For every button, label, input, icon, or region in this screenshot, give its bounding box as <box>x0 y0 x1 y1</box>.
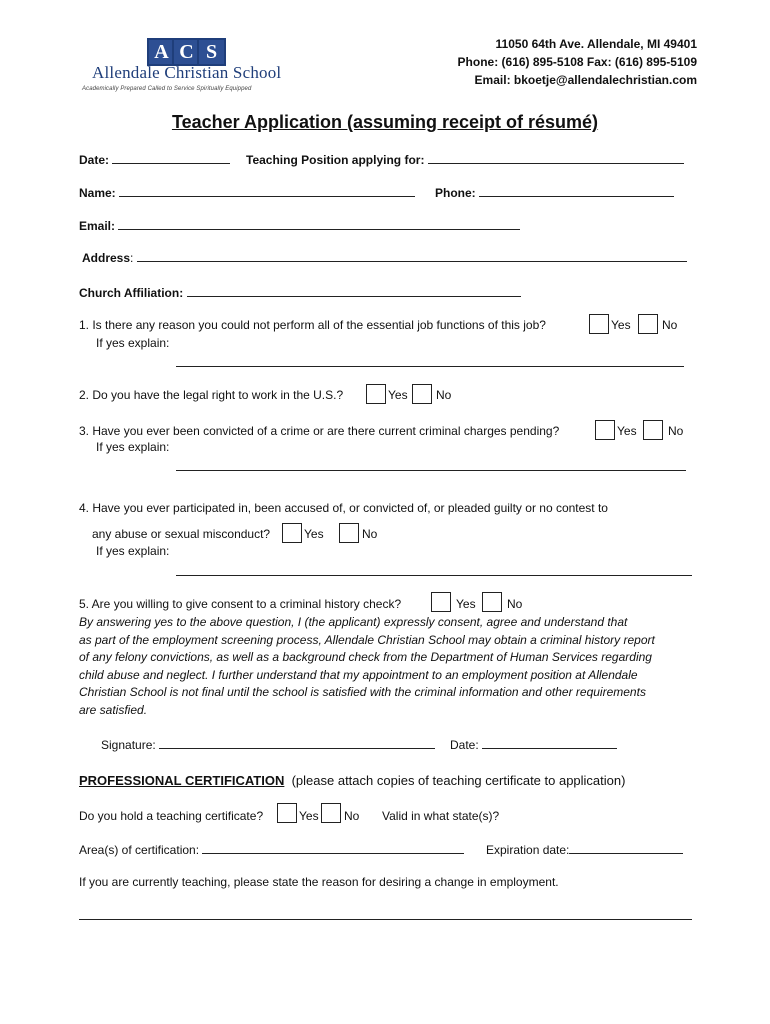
q5-no-checkbox[interactable] <box>482 592 502 612</box>
cert-no-checkbox[interactable] <box>321 803 341 823</box>
church-field[interactable]: Church Affiliation: <box>79 285 521 300</box>
q2-yes-label: Yes <box>388 388 408 402</box>
q4-explain-line[interactable] <box>176 564 692 579</box>
consent-line: Christian School is not final until the school is satisfied with the criminal information and other requirements <box>79 685 646 699</box>
q1-yes-checkbox[interactable] <box>589 314 609 334</box>
change-reason-line[interactable] <box>79 908 692 923</box>
logo-letter-c: C <box>172 38 201 66</box>
certification-heading <box>79 773 625 788</box>
name-field[interactable]: Name: <box>79 185 415 200</box>
q4-explain-label: If yes explain: <box>96 544 170 558</box>
phone-field[interactable]: Phone: <box>435 185 674 200</box>
logo-letter-a: A <box>147 38 176 66</box>
q4-yes-checkbox[interactable] <box>282 523 302 543</box>
school-phone-fax: Phone: (616) 895-5108 Fax: (616) 895-5109 <box>457 55 697 69</box>
q3-explain-line[interactable] <box>176 459 686 474</box>
address-field[interactable]: Address: <box>82 250 687 265</box>
q1-no-checkbox[interactable] <box>638 314 658 334</box>
q2-no-label: No <box>436 388 452 402</box>
q1-explain-line[interactable] <box>176 355 684 370</box>
certification-title: PROFESSIONAL CERTIFICATION <box>79 773 285 788</box>
signature-field[interactable]: Signature: <box>101 737 435 752</box>
question-2-text: 2. Do you have the legal right to work in the U.S.? <box>79 388 344 402</box>
position-field[interactable]: Teaching Position applying for: <box>246 152 684 167</box>
signature-date-field[interactable]: Date: <box>450 737 617 752</box>
school-email: Email: bkoetje@allendalechristian.com <box>474 73 697 87</box>
logo-letter-s: S <box>197 38 226 66</box>
consent-line: are satisfied. <box>79 702 148 717</box>
page-title: Teacher Application (assuming receipt of résumé) <box>171 112 599 132</box>
question-3-text: 3. Have you ever been convicted of a crime or are there current criminal charges pending? <box>79 424 560 438</box>
q4-no-checkbox[interactable] <box>339 523 359 543</box>
consent-line: child abuse and neglect. I further understand that my appointment to an employment position at Allendale <box>79 667 638 682</box>
q2-no-checkbox[interactable] <box>412 384 432 404</box>
valid-states-label: Valid in what state(s)? <box>382 809 500 823</box>
q1-yes-label: Yes <box>611 318 631 332</box>
consent-paragraph <box>79 614 704 719</box>
q4-yes-label: Yes <box>304 527 324 541</box>
q1-explain-label: If yes explain: <box>96 336 170 350</box>
question-4-text-cont: any abuse or sexual misconduct? <box>92 527 271 541</box>
certification-note: (please attach copies of teaching certificate to application) <box>291 773 626 788</box>
q5-yes-checkbox[interactable] <box>431 592 451 612</box>
question-4-text: 4. Have you ever participated in, been accused of, or convicted of, or pleaded guilty or no contest to <box>79 501 608 515</box>
certification-area-field[interactable]: Area(s) of certification: <box>79 842 464 857</box>
q3-yes-checkbox[interactable] <box>595 420 615 440</box>
email-field[interactable]: Email: <box>79 218 520 233</box>
cert-yes-label: Yes <box>299 809 319 823</box>
change-reason-label: If you are currently teaching, please state the reason for desiring a change in employment. <box>79 875 559 889</box>
consent-line: By answering yes to the above question, I (the applicant) expressly consent, agree and understand that <box>79 615 628 629</box>
q3-yes-label: Yes <box>617 424 637 438</box>
question-1-text: 1. Is there any reason you could not perform all of the essential job functions of this job? <box>79 318 546 332</box>
consent-line: as part of the employment screening process, Allendale Christian School may obtain a criminal history report <box>79 632 655 647</box>
q4-no-label: No <box>362 527 378 541</box>
cert-no-label: No <box>344 809 360 823</box>
certificate-question: Do you hold a teaching certificate? <box>79 809 264 823</box>
q3-explain-label: If yes explain: <box>96 440 170 454</box>
q5-yes-label: Yes <box>456 597 476 611</box>
q5-no-label: No <box>507 597 523 611</box>
school-tagline: Academically Prepared Called to Service Spiritually Equipped <box>82 86 252 92</box>
date-field[interactable]: Date: <box>79 152 230 167</box>
question-5-text: 5. Are you willing to give consent to a criminal history check? <box>79 597 402 611</box>
school-name: Allendale Christian School <box>92 63 282 82</box>
q1-no-label: No <box>662 318 678 332</box>
school-address: 11050 64th Ave. Allendale, MI 49401 <box>495 37 697 51</box>
expiration-date-field[interactable]: Expiration date: <box>486 842 683 857</box>
q2-yes-checkbox[interactable] <box>366 384 386 404</box>
q3-no-checkbox[interactable] <box>643 420 663 440</box>
q3-no-label: No <box>668 424 684 438</box>
cert-yes-checkbox[interactable] <box>277 803 297 823</box>
consent-line: of any felony convictions, as well as a background check from the Department of Human Services regarding <box>79 650 652 664</box>
